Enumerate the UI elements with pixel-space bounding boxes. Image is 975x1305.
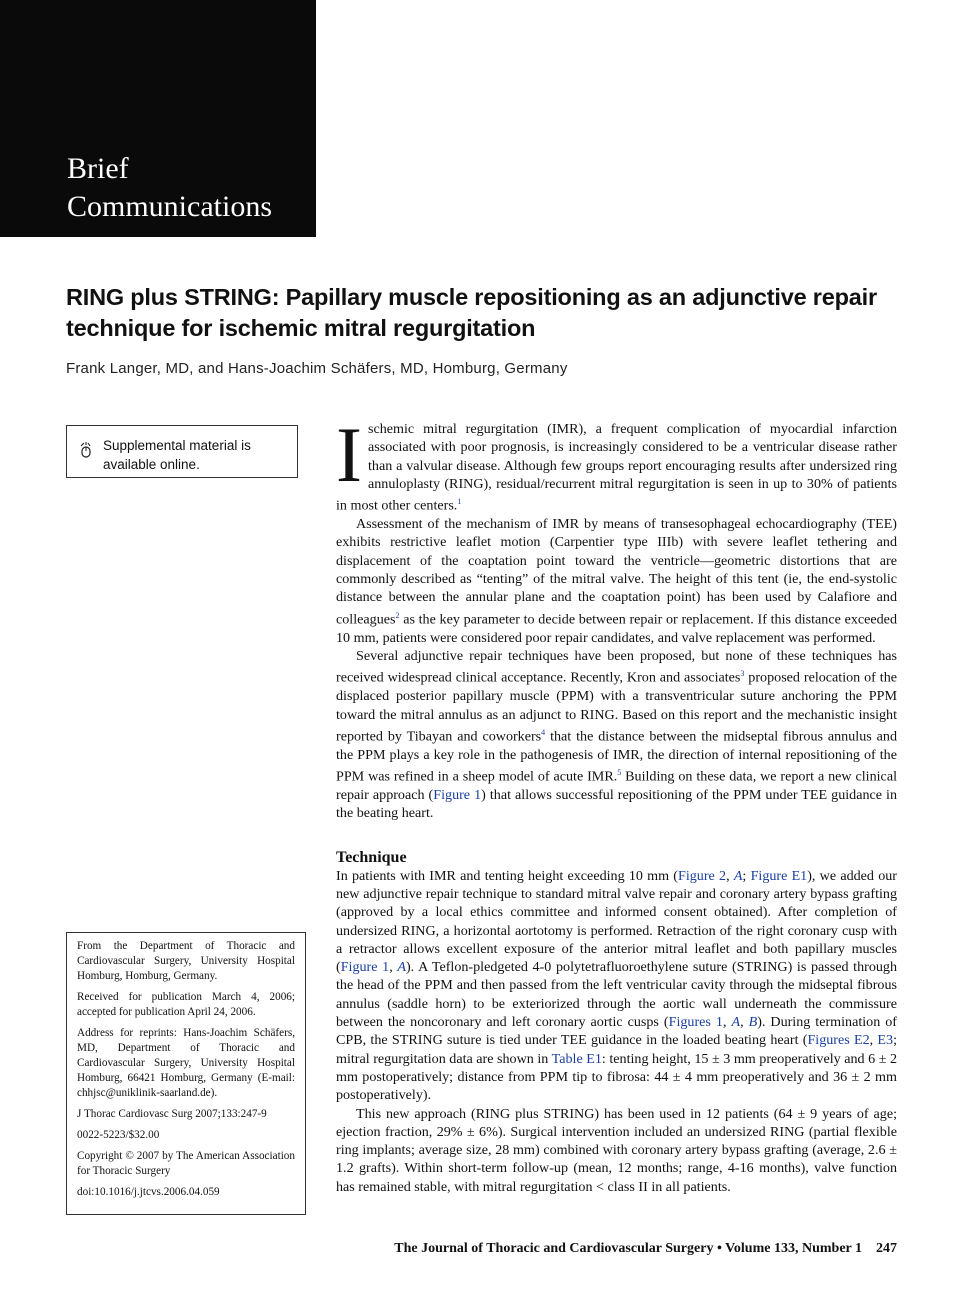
paragraph-text: ; [742, 867, 751, 884]
affiliation-received: Received for publication March 4, 2006; accepted for publication April 24, 2006. [77, 991, 295, 1018]
reference-link[interactable]: 1 [457, 497, 462, 507]
paragraph-text: proposed relocation of the displaced posterior papillary muscle (PPM) with a transventricular suture anchoring the PPM toward the mitral annulus as an adjunct to RING. Based on this report and the mechanistic insight reported by Tibayan and coworkers [336, 669, 897, 745]
figure-panel-link[interactable]: A [397, 959, 406, 976]
figure-panel-link[interactable]: B [748, 1014, 758, 1031]
footer-journal: The Journal of Thoracic and Cardiovascular Surgery • Volume 133, Number 1 [394, 1241, 862, 1256]
figure-link[interactable]: Figure 2 [678, 867, 727, 884]
figure-panel-link[interactable]: A [731, 1014, 741, 1031]
reference-link[interactable]: 4 [541, 727, 546, 737]
figure-link[interactable]: Figure E1 [750, 867, 808, 884]
paragraph-techniques [336, 647, 897, 823]
paragraph-text: schemic mitral regurgitation (IMR), a frequent complication of myocardial infarction associated with poor prognosis, is increasingly considered to be a ventricular disease rather than a valvular disease. Although few groups report encouraging results after undersized ring annuloplasty (RING), residual/recurrent mitral regurgitation is seen in up to 30% of patients in most other centers. [336, 421, 897, 514]
article-title: RING plus STRING: Papillary muscle repositioning as an adjunctive repair technique for ischemic mitral regurgitation [66, 284, 877, 341]
paragraph-text: ). During termination of CPB, the STRING suture is tied under TEE guidance in the loaded beating heart ( [336, 1014, 898, 1049]
figure-link[interactable]: Figures E2 [807, 1032, 870, 1049]
section-label [67, 150, 272, 226]
section-label-line2: Communications [67, 190, 272, 223]
paragraph-text: ). A Teflon-pledgeted 4-0 polytetrafluoroethylene suture (STRING) is passed through the head of the PPM and then passed from the left ventricular cavity through the midseptal fibrous annulus (saddle horn) to be exteriorized through the aortic wall underneath the commissure between the noncoronary and left coronary aortic cusps ( [336, 959, 898, 1031]
paragraph-text: ; mitral regurgitation data are shown in [336, 1032, 897, 1067]
paragraph-text: In patients with IMR and tenting height exceeding 10 mm ( [336, 867, 678, 884]
paragraph-text: , [740, 1014, 749, 1031]
paragraph-text: ), we added our new adjunctive repair technique to standard mitral valve repair and coronary artery bypass grafting (approved by a local ethics committee and informed consent obtained). After completion of undersized RING, a horizontal aortotomy is performed. Retraction of the right coronary cusp with a retractor allows excellent exposure of the anterior mitral leaflet and both papillary muscles ( [336, 867, 897, 976]
affiliation-copyright: Copyright © 2007 by The American Association for Thoracic Surgery [77, 1150, 295, 1177]
supplemental-note[interactable] [66, 425, 298, 478]
paragraph-text: that the distance between the midseptal fibrous annulus and the PPM plays a key role in the pathogenesis of IMR, the direction of internal repositioning of the PPM was refined in a sheep model of acute IMR. [336, 728, 897, 785]
reference-link[interactable]: 2 [395, 610, 400, 620]
article-body [336, 411, 898, 1196]
paragraph-assessment [336, 515, 897, 647]
paragraph-text: , [726, 867, 734, 884]
paragraph-text: Several adjunctive repair techniques have been proposed, but none of these techniques has received widespread clinical acceptance. Recently, Kron and associates [336, 647, 897, 686]
figure-link[interactable]: Figure 1 [340, 959, 390, 976]
figure-link[interactable]: E3 [877, 1032, 894, 1049]
figure-link[interactable]: Figure 1 [433, 787, 482, 804]
paragraph-intro [336, 411, 897, 515]
paragraph-text: Building on these data, we report a new clinical repair approach ( [336, 768, 897, 804]
article-authors: Frank Langer, MD, and Hans-Joachim Schäfers, MD, Homburg, Germany [66, 360, 568, 377]
paragraph-text: as the key parameter to decide between repair or replacement. If this distance exceeded 10 mm, patients were considered poor repair candidates, and valve replacement was performed. [336, 611, 897, 646]
drop-cap: I [336, 411, 362, 498]
page-footer [394, 1241, 897, 1257]
affiliation-issn: 0022-5223/$32.00 [77, 1129, 160, 1141]
figure-panel-link[interactable]: A [733, 867, 743, 884]
paragraph-text: , [869, 1032, 878, 1049]
reference-link[interactable]: 5 [617, 768, 622, 778]
technique-heading: Technique [336, 848, 407, 866]
affiliation-address: Address for reprints: Hans-Joachim Schäfers, MD, Department of Thoracic and Cardiovascular Surgery, University Hospital Homburg, 66421 Homburg, Germany (E-mail: chhjsc@uniklinik-saarland.de). [77, 1027, 295, 1099]
paragraph-technique [336, 867, 897, 1105]
section-banner [0, 0, 316, 237]
paragraph-text: , [389, 959, 398, 976]
page-number: 247 [876, 1241, 897, 1256]
affiliation-citation: J Thorac Cardiovasc Surg 2007;133:247-9 [77, 1108, 267, 1120]
supplemental-text: Supplemental material is available online. [103, 438, 251, 472]
reference-link[interactable]: 3 [740, 669, 745, 679]
paragraph-text: : tenting height, 15 ± 3 mm preoperatively and 6 ± 2 mm postoperatively; distance from PPM tip to fibrosa: 44 ± 4 mm preoperatively and 36 ± 2 mm postoperatively). [336, 1050, 898, 1104]
paragraph-text: Assessment of the mechanism of IMR by means of transesophageal echocardiography (TEE) exhibits restrictive leaflet motion (Carpentier type IIIb) with severe leaflet tethering and displacement of the coaptation point toward the ventricle—geometric distortions that are commonly described as “tenting” of the mitral valve. The height of this tent (ie, the end-systolic distance between the annular plane and the coaptation point) has been used by Calafiore and colleagues [336, 516, 897, 628]
paragraph-text: ) that allows successful repositioning of the PPM under TEE guidance in the beating heart. [336, 787, 898, 822]
affiliation-doi[interactable]: doi:10.1016/j.jtcvs.2006.04.059 [77, 1186, 220, 1198]
affiliation-from: From the Department of Thoracic and Cardiovascular Surgery, University Hospital Homburg, Homburg, Germany. [77, 940, 295, 982]
affiliation-box [66, 932, 306, 1215]
paragraph-results: This new approach (RING plus STRING) has been used in 12 patients (64 ± 9 years of age; ejection fraction, 29% ± 6%). Surgical intervention included an undersized RING (partial flexible ring implants; average size, 28 mm) combined with coronary artery bypass grafting (average, 2.6 ± 1.2 grafts). Within short-term follow-up (mean, 12 months; range, 4-16 months), valve function has remained stable, with mitral regurgitation < class II in all patients. [336, 1105, 897, 1195]
table-link[interactable]: Table E1 [551, 1050, 602, 1067]
figure-link[interactable]: Figures 1 [668, 1014, 723, 1031]
paragraph-text: , [722, 1014, 732, 1031]
mouse-icon [77, 440, 95, 458]
section-label-line1: Brief [67, 152, 129, 185]
